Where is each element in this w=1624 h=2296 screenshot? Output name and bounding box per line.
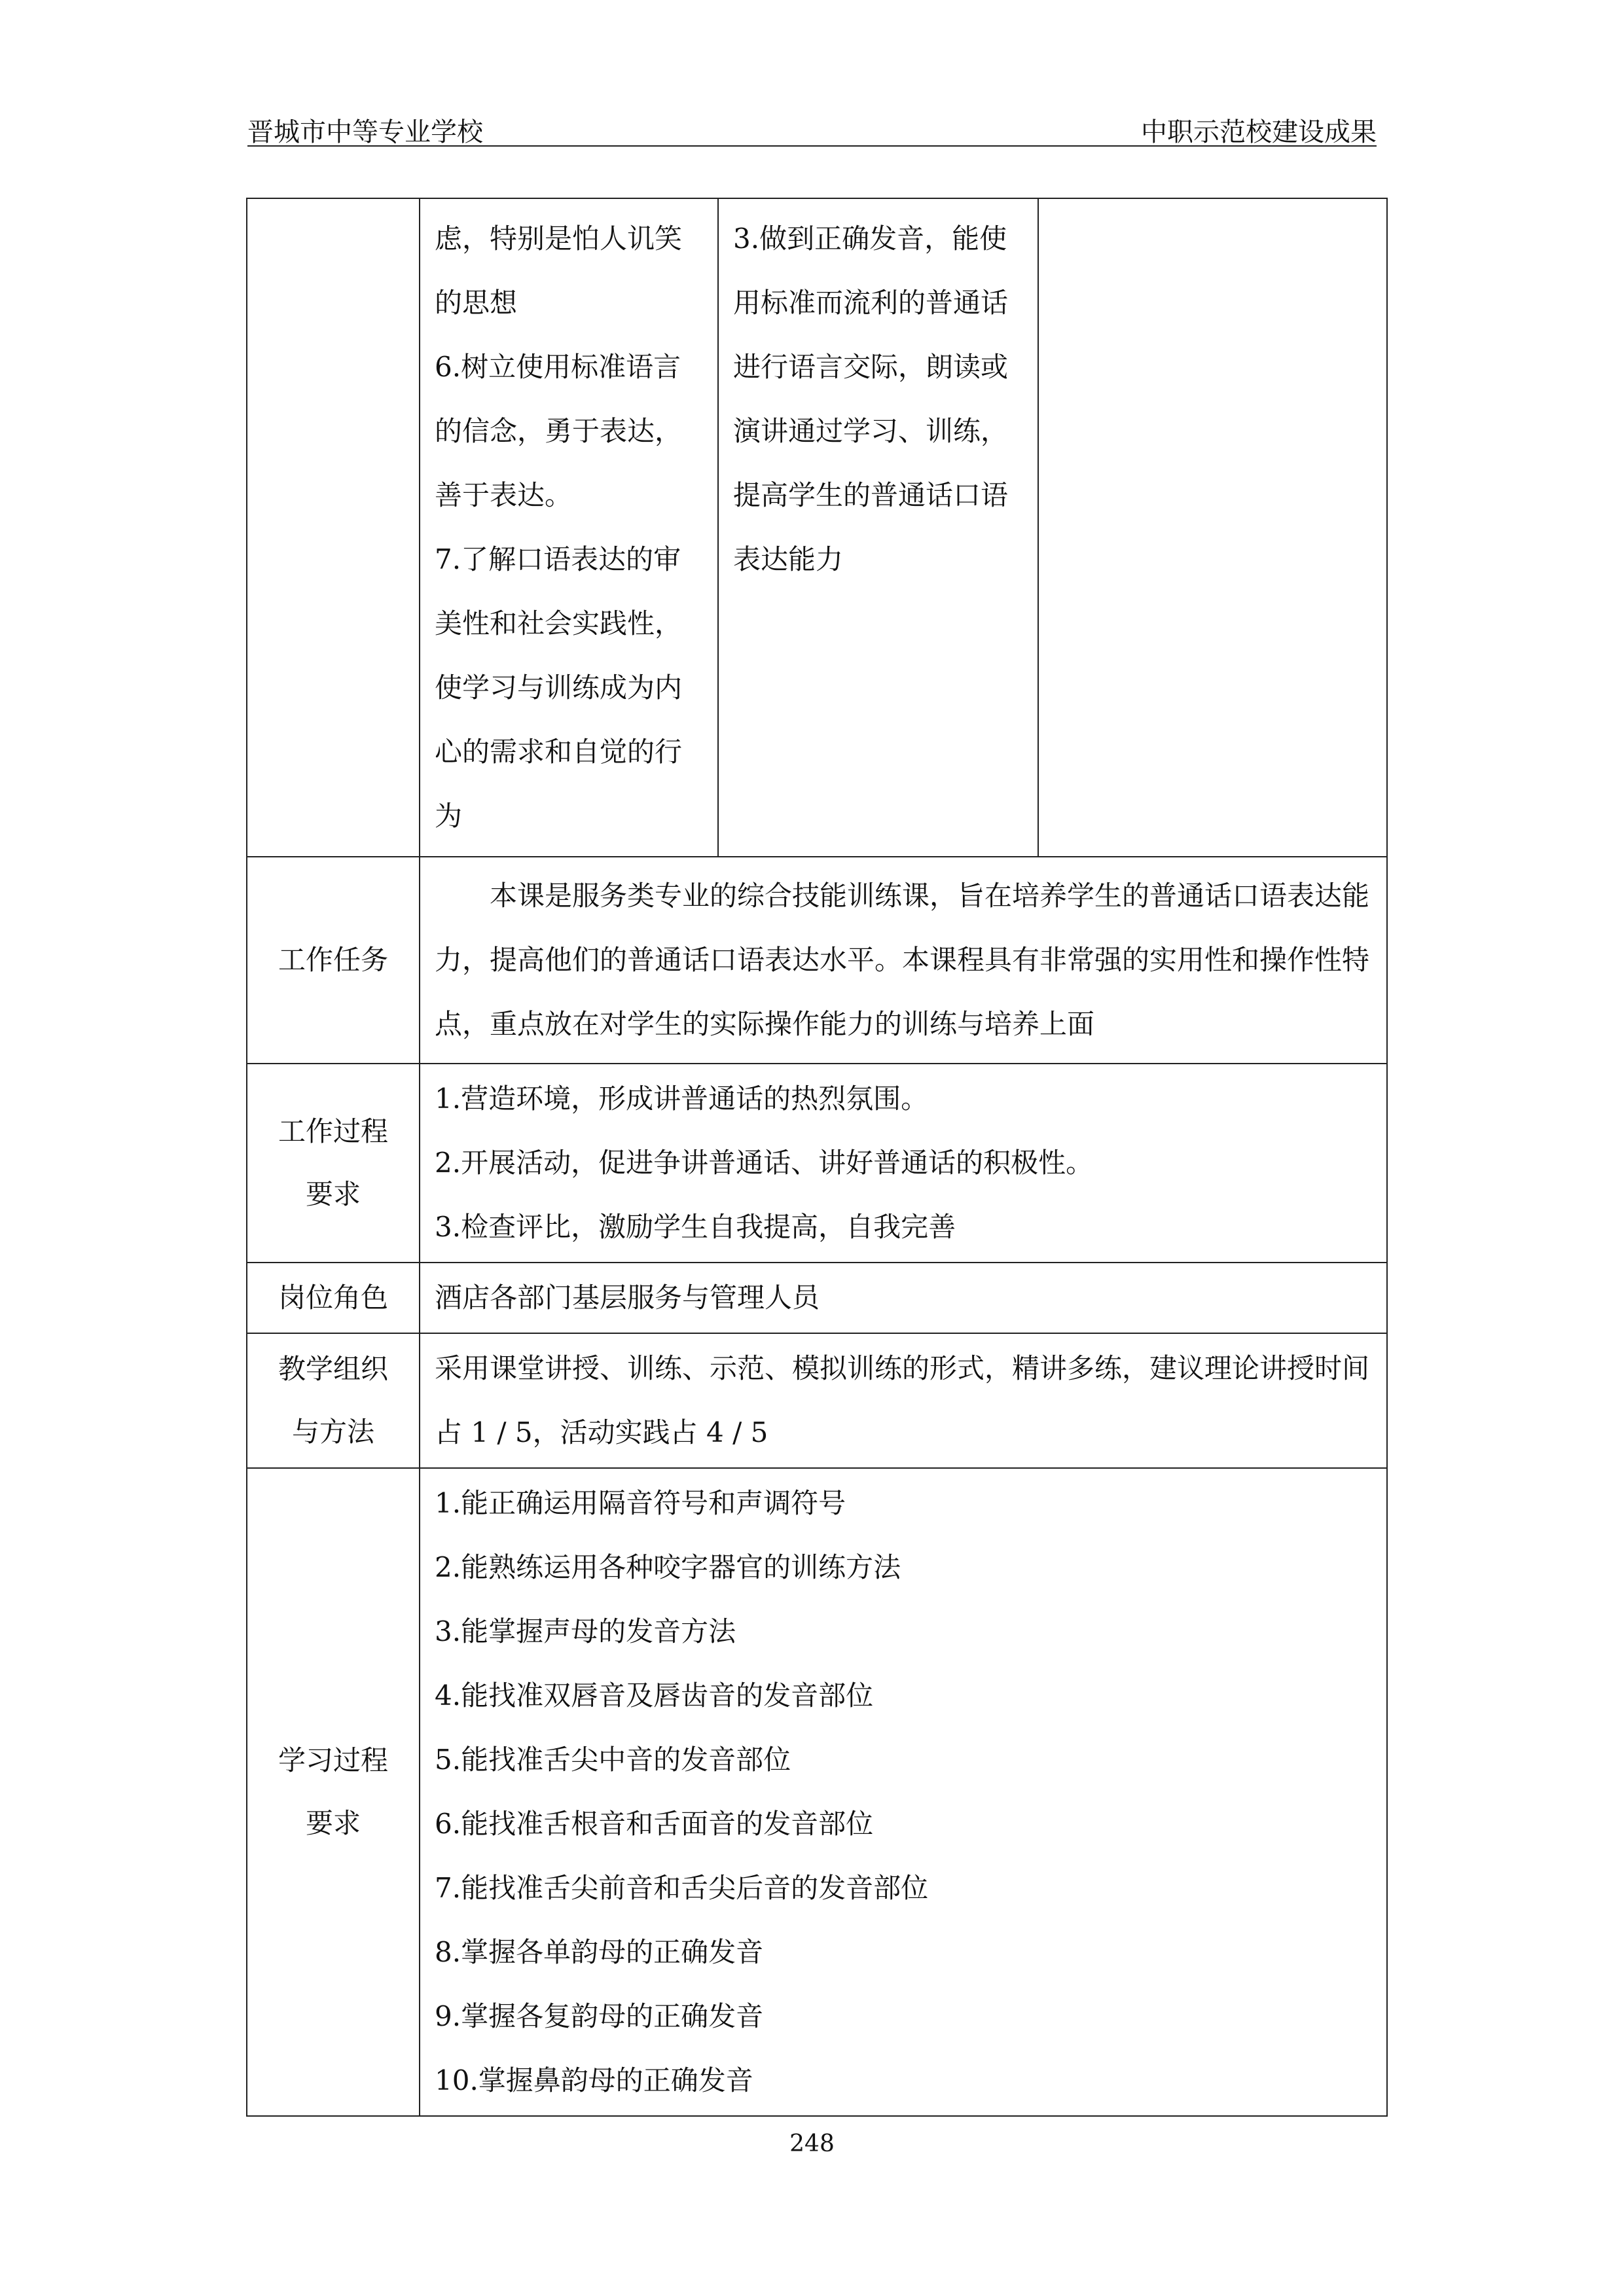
text-line: 表达能力 (733, 543, 844, 575)
list-item: 1.营造环境，形成讲普通话的热烈氛围。 (435, 1083, 929, 1115)
continuation-label-cell (247, 198, 420, 857)
label-line: 工作过程 (278, 1115, 388, 1147)
continuation-col4 (1038, 198, 1387, 857)
teaching-row (247, 1333, 1387, 1468)
list-item: 9.掌握各复韵母的正确发音 (435, 2000, 764, 2032)
text-line: 6.树立使用标准语言 (435, 351, 681, 383)
text-line: 进行语言交际，朗读或 (733, 351, 1009, 383)
list-item: 3.能掌握声母的发音方法 (435, 1615, 736, 1647)
text-line: 心的需求和自觉的行 (435, 736, 683, 768)
text-line: 使学习与训练成为内 (435, 672, 683, 704)
text-line: 善于表达。 (435, 479, 573, 511)
label-line: 学习过程 (278, 1744, 388, 1776)
teaching-label (247, 1333, 420, 1468)
text-line: 3.做到正确发音，能使 (733, 223, 1007, 255)
text-line: 用标准而流利的普通话 (733, 287, 1009, 319)
list-item: 6.能找准舌根音和舌面音的发音部位 (435, 1808, 874, 1840)
text-line: 美性和社会实践性， (435, 607, 683, 639)
list-item: 7.能找准舌尖前音和舌尖后音的发音部位 (435, 1872, 929, 1904)
page-number: 248 (789, 2130, 835, 2157)
list-item: 2.能熟练运用各种咬字器官的训练方法 (435, 1551, 901, 1583)
role-row (247, 1263, 1387, 1333)
text-line: 7.了解口语表达的审 (435, 543, 681, 575)
list-item: 8.掌握各单韵母的正确发音 (435, 1936, 764, 1968)
header-school-name: 晋城市中等专业学校 (247, 117, 483, 147)
label-line: 岗位角色 (278, 1282, 388, 1314)
work-task-row (247, 857, 1387, 1064)
list-item: 3.检查评比，激励学生自我提高，自我完善 (435, 1211, 956, 1243)
learning-row (247, 1468, 1387, 2116)
header-document-title: 中职示范校建设成果 (1141, 117, 1377, 147)
continuation-col3 (718, 198, 1038, 857)
work-process-label (247, 1064, 420, 1263)
work-process-items (420, 1064, 1387, 1263)
list-item: 2.开展活动，促进争讲普通话、讲好普通话的积极性。 (435, 1147, 1094, 1179)
label-line: 要求 (305, 1178, 361, 1210)
list-item: 4.能找准双唇音及唇齿音的发音部位 (435, 1679, 874, 1712)
list-item: 1.能正确运用隔音符号和声调符号 (435, 1487, 846, 1519)
text-line: 虑，特别是怕人讥笑 (435, 223, 683, 255)
work-task-text: 本课是服务类专业的综合技能训练课，旨在培养学生的普通话口语表达能力，提高他们的普通话口语表达水平。本课程具有非常强的实用性和操作性特点，重点放在对学生的实际操作能力的训练与培养上面 (420, 857, 1387, 1064)
course-table (246, 198, 1388, 2117)
label-line: 工作任务 (278, 944, 388, 976)
learning-items (420, 1468, 1387, 2116)
label-line: 与方法 (291, 1416, 374, 1448)
continuation-row (247, 198, 1387, 857)
label-line: 要求 (305, 1807, 361, 1839)
text-line: 提高学生的普通话口语 (733, 479, 1009, 511)
work-process-row (247, 1064, 1387, 1263)
list-item: 5.能找准舌尖中音的发音部位 (435, 1744, 791, 1776)
header-rule (247, 145, 1377, 147)
role-label (247, 1263, 420, 1333)
list-item: 10.掌握鼻韵母的正确发音 (435, 2064, 753, 2096)
role-text: 酒店各部门基层服务与管理人员 (420, 1263, 1387, 1333)
text-line: 为 (435, 800, 463, 832)
text-line: 的思想 (435, 287, 518, 319)
text-line: 演讲通过学习、训练， (733, 415, 1009, 447)
teaching-text: 采用课堂讲授、训练、示范、模拟训练的形式，精讲多练，建议理论讲授时间占 1 / 5，活动实践占 4 / 5 (420, 1333, 1387, 1468)
label-line: 教学组织 (278, 1353, 388, 1385)
work-task-label (247, 857, 420, 1064)
text-line: 的信念，勇于表达， (435, 415, 683, 447)
learning-label (247, 1468, 420, 2116)
continuation-col2 (420, 198, 718, 857)
